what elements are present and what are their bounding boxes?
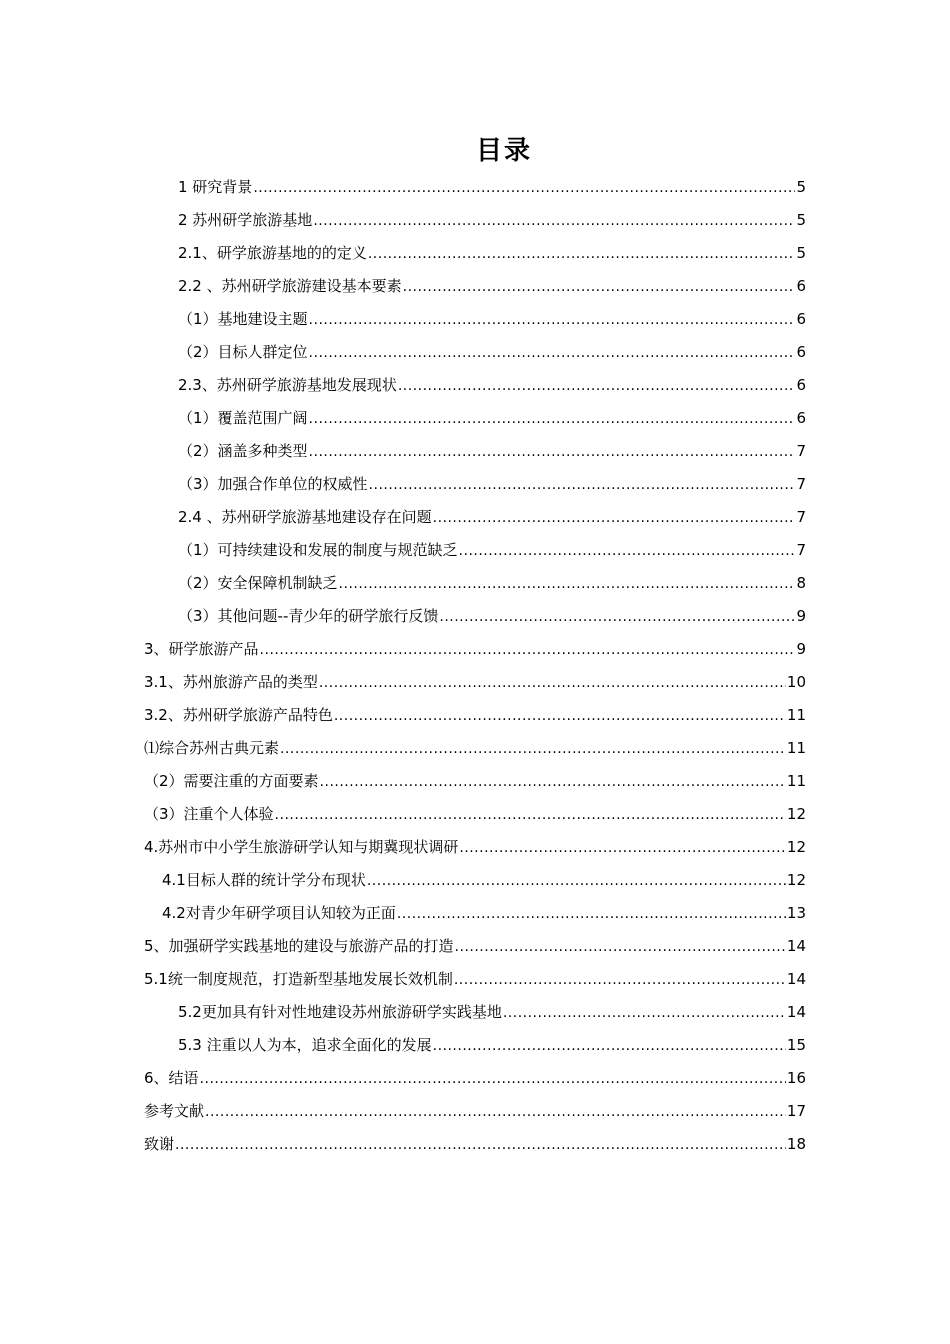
toc-entry-page: 9 bbox=[796, 640, 806, 658]
toc-entry-label: 2.2 、苏州研学旅游建设基本要素 bbox=[178, 277, 402, 295]
toc-entry-label: 4.1目标人群的统计学分布现状 bbox=[162, 871, 366, 889]
toc-entry bbox=[162, 869, 806, 892]
toc-entry-label: 参考文献 bbox=[144, 1102, 205, 1120]
toc-entry-label: 5.1统一制度规范，打造新型基地发展长效机制 bbox=[144, 970, 453, 988]
toc-leader bbox=[309, 309, 796, 331]
toc-entry bbox=[178, 176, 806, 199]
toc-leader bbox=[320, 771, 786, 793]
toc-leader bbox=[313, 210, 795, 232]
toc-entry-page: 6 bbox=[796, 343, 806, 361]
toc-entry bbox=[162, 902, 806, 925]
toc-entry-label: （3）加强合作单位的权威性 bbox=[178, 475, 368, 493]
toc-entry-page: 12 bbox=[786, 805, 806, 823]
toc-leader bbox=[454, 969, 786, 991]
toc-entry-page: 12 bbox=[786, 838, 806, 856]
toc-entry bbox=[144, 803, 806, 826]
toc-entry-label: 2 苏州研学旅游基地 bbox=[178, 211, 313, 229]
toc-entry-label: （1）覆盖范围广阔 bbox=[178, 409, 308, 427]
toc-entry bbox=[144, 737, 806, 760]
toc-entry bbox=[144, 1133, 806, 1156]
toc-entry-label: 2.3、苏州研学旅游基地发展现状 bbox=[178, 376, 397, 394]
toc-entry bbox=[178, 605, 806, 628]
toc-entry bbox=[178, 209, 806, 232]
toc-entry bbox=[144, 836, 806, 859]
toc-entry-page: 9 bbox=[796, 607, 806, 625]
toc-leader bbox=[309, 408, 796, 430]
toc-leader bbox=[503, 1002, 786, 1024]
toc-entry-page: 5 bbox=[796, 178, 806, 196]
toc-entry-page: 10 bbox=[786, 673, 806, 691]
toc-leader bbox=[175, 1134, 786, 1156]
toc-entry bbox=[178, 341, 806, 364]
toc-entry-label: （2）涵盖多种类型 bbox=[178, 442, 308, 460]
toc-leader bbox=[433, 1035, 786, 1057]
toc-entry-page: 6 bbox=[796, 310, 806, 328]
toc-entry-label: 3、研学旅游产品 bbox=[144, 640, 259, 658]
toc-leader bbox=[403, 276, 796, 298]
toc-entry bbox=[178, 539, 806, 562]
toc-entry-page: 8 bbox=[796, 574, 806, 592]
toc-leader bbox=[275, 804, 786, 826]
toc-leader bbox=[280, 738, 786, 760]
toc-entry-page: 11 bbox=[786, 772, 806, 790]
toc-entry-page: 7 bbox=[796, 508, 806, 526]
toc-entry bbox=[144, 638, 806, 661]
toc-entry-page: 13 bbox=[786, 904, 806, 922]
toc-leader bbox=[459, 837, 786, 859]
toc-entry-page: 6 bbox=[796, 277, 806, 295]
toc-entry-page: 6 bbox=[796, 409, 806, 427]
toc-entry bbox=[178, 1001, 806, 1024]
toc-entry-page: 6 bbox=[796, 376, 806, 394]
toc-leader bbox=[309, 342, 796, 364]
toc-entry-label: （2）安全保障机制缺乏 bbox=[178, 574, 338, 592]
toc-entry-label: 4.苏州市中小学生旅游研学认知与期冀现状调研 bbox=[144, 838, 459, 856]
toc-entry-label: 1 研究背景 bbox=[178, 178, 253, 196]
toc-leader bbox=[368, 243, 796, 265]
toc-leader bbox=[205, 1101, 786, 1123]
toc-entry-label: 2.4 、苏州研学旅游基地建设存在问题 bbox=[178, 508, 432, 526]
toc-leader bbox=[398, 375, 796, 397]
toc-leader bbox=[200, 1068, 786, 1090]
toc-entry bbox=[144, 704, 806, 727]
toc-entry-page: 11 bbox=[786, 739, 806, 757]
toc-entry bbox=[178, 506, 806, 529]
toc-entry-label: （2）需要注重的方面要素 bbox=[144, 772, 319, 790]
toc-entry bbox=[178, 242, 806, 265]
toc-entry-page: 7 bbox=[796, 475, 806, 493]
toc-leader bbox=[260, 639, 796, 661]
toc-leader bbox=[367, 870, 786, 892]
toc-entry bbox=[178, 374, 806, 397]
toc-entry-label: 3.1、苏州旅游产品的类型 bbox=[144, 673, 318, 691]
toc-entry bbox=[144, 935, 806, 958]
toc-entry-page: 18 bbox=[786, 1135, 806, 1153]
toc-entry-label: 5.2更加具有针对性地建设苏州旅游研学实践基地 bbox=[178, 1003, 502, 1021]
toc-title: 目录 bbox=[475, 136, 532, 166]
toc-entry bbox=[144, 770, 806, 793]
toc-entry bbox=[144, 1100, 806, 1123]
toc-entry-page: 12 bbox=[786, 871, 806, 889]
toc-entry bbox=[144, 1067, 806, 1090]
toc-leader bbox=[459, 540, 796, 562]
toc-entry-page: 5 bbox=[796, 211, 806, 229]
toc-entry-label: 6、结语 bbox=[144, 1069, 199, 1087]
toc-entry bbox=[178, 308, 806, 331]
toc-entry-label: （1）可持续建设和发展的制度与规范缺乏 bbox=[178, 541, 458, 559]
toc-entry-label: 3.2、苏州研学旅游产品特色 bbox=[144, 706, 333, 724]
toc-entry bbox=[178, 440, 806, 463]
toc-leader bbox=[253, 177, 795, 199]
toc-entry bbox=[144, 671, 806, 694]
toc-entry-label: 5.3 注重以人为本，追求全面化的发展 bbox=[178, 1036, 432, 1054]
toc-leader bbox=[319, 672, 786, 694]
toc-entry-page: 16 bbox=[786, 1069, 806, 1087]
toc-entry-page: 7 bbox=[796, 541, 806, 559]
toc-entry-label: 5、加强研学实践基地的建设与旅游产品的打造 bbox=[144, 937, 454, 955]
toc-entry-label: （1）基地建设主题 bbox=[178, 310, 308, 328]
toc-entry-page: 14 bbox=[786, 970, 806, 988]
toc-entry bbox=[178, 1034, 806, 1057]
toc-leader bbox=[397, 903, 786, 925]
toc-leader bbox=[309, 441, 796, 463]
toc-entry-page: 14 bbox=[786, 1003, 806, 1021]
toc-entry-label: 致谢 bbox=[144, 1135, 175, 1153]
toc-entry bbox=[178, 473, 806, 496]
toc-leader bbox=[455, 936, 786, 958]
toc-entry-label: （2）目标人群定位 bbox=[178, 343, 308, 361]
toc-leader bbox=[433, 507, 796, 529]
toc-entry-page: 17 bbox=[786, 1102, 806, 1120]
toc-entry bbox=[178, 275, 806, 298]
toc-leader bbox=[439, 606, 795, 628]
toc-entry bbox=[178, 572, 806, 595]
toc-leader bbox=[369, 474, 796, 496]
toc-leader bbox=[339, 573, 796, 595]
toc-entry-label: 4.2对青少年研学项目认知较为正面 bbox=[162, 904, 396, 922]
toc-entry-page: 7 bbox=[796, 442, 806, 460]
toc-entry-label: （3）其他问题--青少年的研学旅行反馈 bbox=[178, 607, 439, 625]
toc-entry bbox=[178, 407, 806, 430]
toc-entry bbox=[144, 968, 806, 991]
toc-entry-label: 2.1、研学旅游基地的的定义 bbox=[178, 244, 367, 262]
toc-entry-page: 14 bbox=[786, 937, 806, 955]
toc-entry-page: 15 bbox=[786, 1036, 806, 1054]
toc-entry-label: （3）注重个人体验 bbox=[144, 805, 274, 823]
toc-leader bbox=[334, 705, 786, 727]
toc-entry-page: 11 bbox=[786, 706, 806, 724]
toc-entry-page: 5 bbox=[796, 244, 806, 262]
toc-entry-label: ⑴综合苏州古典元素 bbox=[144, 739, 280, 757]
